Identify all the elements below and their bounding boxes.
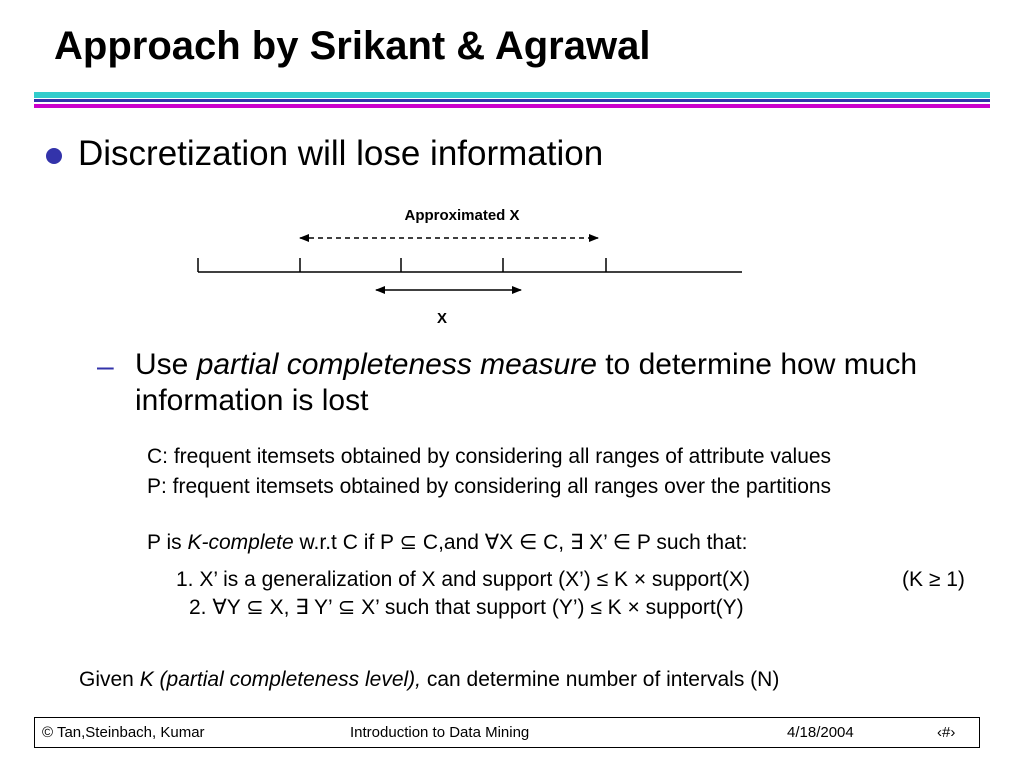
sub-bullet xyxy=(135,347,955,419)
given-suffix: can determine number of intervals (N) xyxy=(421,668,780,691)
condition-2: 2. ∀Y ⊆ X, ∃ Y’ ⊆ X’ such that support (Y’) ≤ K × support(Y) xyxy=(189,596,744,619)
k-complete-definition xyxy=(147,530,747,556)
footer-page-number: ‹#› xyxy=(937,724,956,741)
title-rule-blue xyxy=(34,99,990,102)
k-complete-italic: K-complete xyxy=(187,531,294,554)
k-complete-suffix: w.r.t C if P ⊆ C,and ∀X ∈ C, ∃ X’ ∈ P such that: xyxy=(293,531,748,554)
given-prefix: Given xyxy=(79,668,140,691)
footer-copyright: © Tan,Steinbach, Kumar xyxy=(42,724,205,741)
definition-p: P: frequent itemsets obtained by considering all ranges over the partitions xyxy=(147,475,832,498)
sub-bullet-italic: partial completeness measure xyxy=(196,348,597,381)
given-statement xyxy=(79,667,779,693)
condition-1-note: (K ≥ 1) xyxy=(902,568,965,591)
footer-date: 4/18/2004 xyxy=(787,724,854,741)
title-rule-cyan xyxy=(34,92,990,98)
title-rule-magenta xyxy=(34,104,990,108)
given-italic: K (partial completeness level), xyxy=(139,668,421,691)
sub-bullet-dash: – xyxy=(97,350,114,383)
footer-course: Introduction to Data Mining xyxy=(350,724,530,741)
slide-title: Approach by Srikant & Agrawal xyxy=(54,24,651,68)
main-bullet: Discretization will lose information xyxy=(78,134,604,173)
condition-1: 1. X’ is a generalization of X and support (X’) ≤ K × support(X) xyxy=(176,568,750,591)
sub-bullet-prefix: Use xyxy=(135,348,197,381)
bullet-dot-icon xyxy=(46,148,62,164)
discretization-diagram xyxy=(180,196,760,336)
sub-bullet-suffix: to determine how much information is lost xyxy=(135,348,918,417)
approximated-x-label: Approximated X xyxy=(404,207,520,224)
k-complete-prefix: P is xyxy=(147,531,188,554)
x-label: X xyxy=(436,310,448,327)
definition-c: C: frequent itemsets obtained by considering all ranges of attribute values xyxy=(147,445,832,468)
